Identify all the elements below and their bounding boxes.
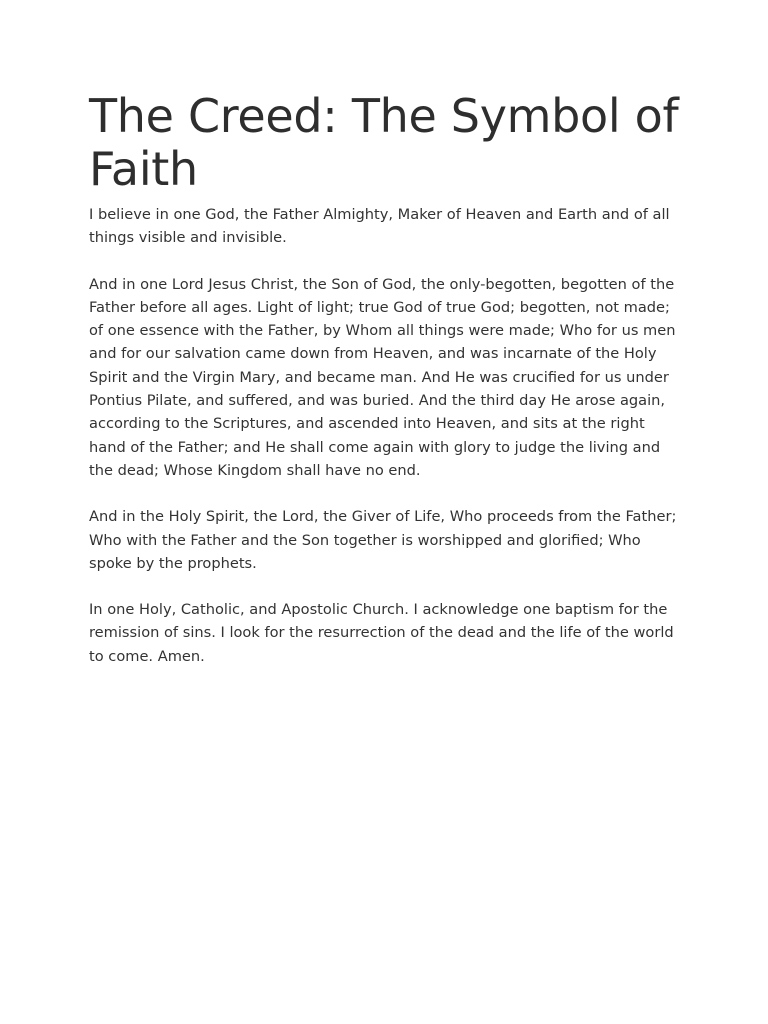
document-body — [89, 203, 683, 668]
document-title: The Creed: The Symbol of Faith — [89, 89, 679, 196]
paragraph-belief-in-church: In one Holy, Catholic, and Apostolic Church. I acknowledge one baptism for the remission of sins. I look for the resurrection of the dead and the life of the world to come. Amen. — [89, 601, 674, 665]
paragraph-belief-in-god: I believe in one God, the Father Almighty, Maker of Heaven and Earth and of all things visible and invisible. — [89, 206, 670, 247]
document-page — [89, 90, 683, 691]
paragraph-belief-in-holy-spirit: And in the Holy Spirit, the Lord, the Giver of Life, Who proceeds from the Father; Who with the Father and the Son together is worshipped and glorified; Who spoke by the prophets. — [89, 508, 677, 572]
paragraph-belief-in-christ: And in one Lord Jesus Christ, the Son of God, the only-begotten, begotten of the Father before all ages. Light of light; true God of true God; begotten, not made; of one essence with the Father, by Whom all things were made; Who for us men and for our salvation came down from Heaven, and was incarnate of the Holy Spirit and the Virgin Mary, and became man. And He was crucified for us under Pontius Pilate, and suffered, and was buried. And the third day He arose again, according to the Scriptures, and ascended into Heaven, and sits at the right hand of the Father; and He shall come again with glory to judge the living and the dead; Whose Kingdom shall have no end. — [89, 275, 676, 479]
